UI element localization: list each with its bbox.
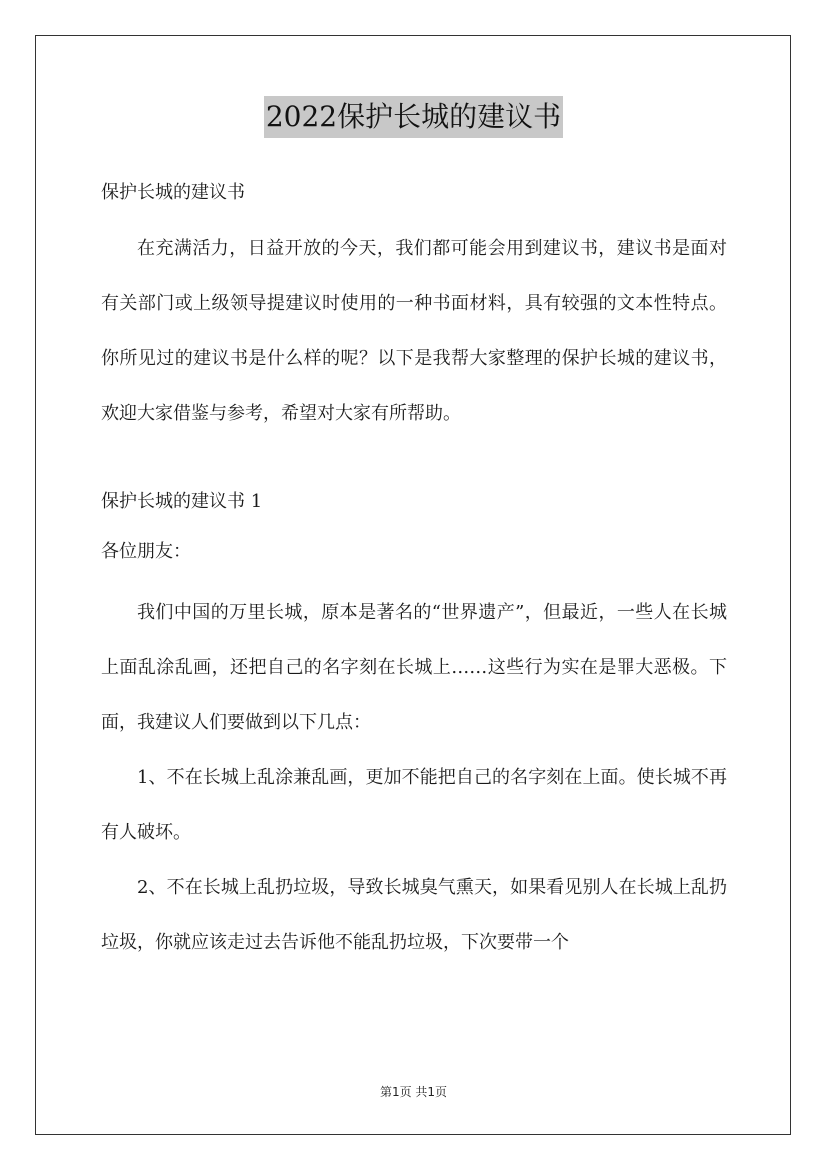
document-body bbox=[101, 170, 727, 970]
body-paragraph: 我们中国的万里长城，原本是著名的“世界遗产”，但最近，一些人在长城上面乱涂乱画，还把自己的名字刻在长城上……这些行为实在是罪大恶极。下面，我建议人们要做到以下几点： bbox=[101, 602, 727, 733]
page-footer: 第1页 共1页 bbox=[379, 1085, 448, 1099]
document-title: 2022保护长城的建议书 bbox=[264, 96, 563, 138]
section-heading: 保护长城的建议书 1 bbox=[101, 491, 263, 512]
salutation: 各位朋友： bbox=[101, 541, 191, 562]
title-container bbox=[0, 96, 827, 138]
document-subtitle: 保护长城的建议书 bbox=[101, 182, 245, 203]
intro-paragraph: 在充满活力，日益开放的今天，我们都可能会用到建议书，建议书是面对有关部门或上级领导提建议时使用的一种书面材料，具有较强的文本性特点。你所见过的建议书是什么样的呢？以下是我帮大家整理的保护长城的建议书，欢迎大家借鉴与参考，希望对大家有所帮助。 bbox=[101, 238, 727, 424]
body-paragraph: 1、不在长城上乱涂兼乱画，更加不能把自己的名字刻在上面。使长城不再有人破坏。 bbox=[101, 767, 727, 843]
spacer bbox=[101, 441, 727, 473]
body-paragraph: 2、不在长城上乱扔垃圾，导致长城臭气熏天，如果看见别人在长城上乱扔垃圾，你就应该走过去告诉他不能乱扔垃圾，下次要带一个 bbox=[101, 877, 727, 953]
